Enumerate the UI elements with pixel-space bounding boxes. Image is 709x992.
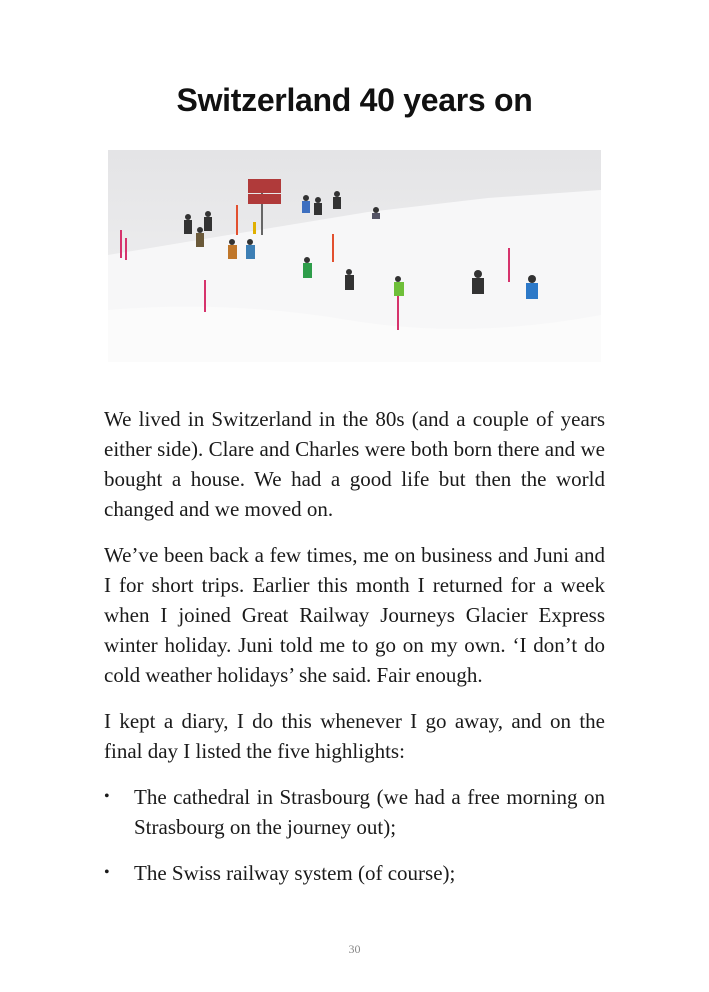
skiers-snow-illustration xyxy=(108,150,601,362)
paragraph-3: I kept a diary, I do this whenever I go away, and on the final day I listed the five highlights: xyxy=(104,709,605,763)
paragraph-2: We’ve been back a few times, me on business and Juni and I for short trips. Earlier this month I returned for a week when I joined Great Railway Journeys Glacier Express winter holiday. Juni told me to go on my own. ‘I don’t do cold weather holidays’ she said. Fair enough. xyxy=(104,543,605,687)
list-item xyxy=(104,858,605,888)
list-item-text: The Swiss railway system (of course); xyxy=(134,861,456,885)
bullet-icon: • xyxy=(104,864,110,881)
highlights-list xyxy=(104,782,605,888)
bullet-icon: • xyxy=(104,788,110,805)
list-item xyxy=(104,782,605,842)
skiers-snow-photo xyxy=(108,150,601,362)
page-title: Switzerland 40 years on xyxy=(176,82,533,118)
article-body xyxy=(104,404,605,904)
page-number: 30 xyxy=(348,942,361,956)
paragraph-1: We lived in Switzerland in the 80s (and a couple of years either side). Clare and Charles were both born there and we bought a house. We had a good life but then the world changed and we moved on. xyxy=(104,407,605,521)
list-item-text: The cathedral in Strasbourg (we had a free morning on Strasbourg on the journey out); xyxy=(134,785,605,839)
